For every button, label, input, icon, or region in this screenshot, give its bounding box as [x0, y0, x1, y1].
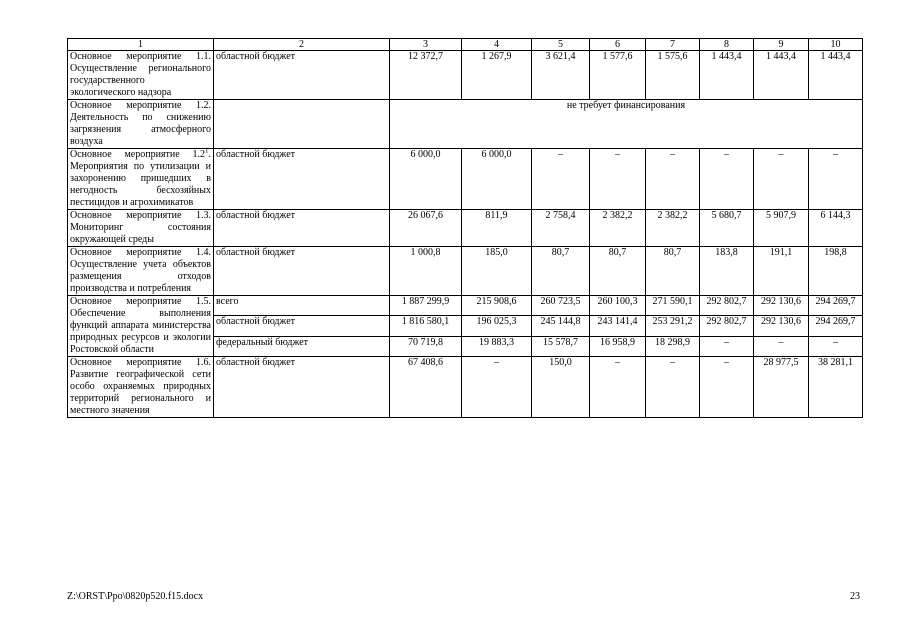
value-cell: 12 372,7 [390, 51, 462, 100]
value-cell: – [462, 357, 532, 418]
value-cell: 243 141,4 [590, 316, 646, 336]
value-cell: 19 883,3 [462, 336, 532, 356]
value-cell: 198,8 [809, 247, 863, 296]
value-cell: 6 000,0 [390, 149, 462, 210]
column-number-header: 3 [390, 39, 462, 51]
value-cell: 271 590,1 [646, 296, 700, 316]
column-number-header: 6 [590, 39, 646, 51]
value-cell: 80,7 [532, 247, 590, 296]
measure-name [68, 146, 214, 210]
table-row [68, 247, 863, 296]
column-number-header: 4 [462, 39, 532, 51]
funding-source: областной бюджет [214, 210, 390, 247]
value-cell: 196 025,3 [462, 316, 532, 336]
value-cell: 150,0 [532, 357, 590, 418]
value-cell: 1 575,6 [646, 51, 700, 100]
value-cell: 70 719,8 [390, 336, 462, 356]
footer-file-path: Z:\ORST\Ppo\0820p520.f15.docx [67, 591, 204, 602]
measure-name: Основное мероприятие 1.5. Обеспечение выполнения функций аппарата министерства природных ресурсов и экологии Ростовской области [68, 296, 214, 357]
value-cell: 2 382,2 [646, 210, 700, 247]
value-cell: 260 100,3 [590, 296, 646, 316]
funding-source: областной бюджет [214, 316, 390, 336]
value-cell: – [590, 149, 646, 210]
value-cell: 1 000,8 [390, 247, 462, 296]
funding-source: областной бюджет [214, 357, 390, 418]
funding-source: всего [214, 296, 390, 316]
value-cell: – [532, 149, 590, 210]
table-row [68, 296, 863, 316]
value-cell: – [700, 149, 754, 210]
column-number-header: 8 [700, 39, 754, 51]
value-cell: 3 621,4 [532, 51, 590, 100]
value-cell: 245 144,8 [532, 316, 590, 336]
funding-source: федеральный бюджет [214, 336, 390, 356]
value-cell: 80,7 [646, 247, 700, 296]
value-cell: 6 000,0 [462, 149, 532, 210]
value-cell: 5 907,9 [754, 210, 809, 247]
measure-name: Основное мероприятие 1.2. Деятельность по снижению загрязнения атмосферного воздуха [68, 100, 214, 149]
table-header-row [68, 39, 863, 51]
column-number-header: 5 [532, 39, 590, 51]
table-row [68, 357, 863, 418]
budget-table [67, 38, 863, 418]
measure-name-part: . Мероприятия по утилизации и захоронению пришедших в негодность бесхозяйных пестицидов и агрохимикатов [70, 149, 211, 208]
value-cell: 2 382,2 [590, 210, 646, 247]
value-cell: 18 298,9 [646, 336, 700, 356]
column-number-header: 1 [68, 39, 214, 51]
value-cell: 292 130,6 [754, 316, 809, 336]
page-number: 23 [850, 591, 860, 602]
column-number-header: 10 [809, 39, 863, 51]
value-cell: – [754, 336, 809, 356]
value-cell: 67 408,6 [390, 357, 462, 418]
value-cell: 292 130,6 [754, 296, 809, 316]
value-cell: 294 269,7 [809, 296, 863, 316]
value-cell: 1 577,6 [590, 51, 646, 100]
value-cell: 185,0 [462, 247, 532, 296]
value-cell: – [809, 336, 863, 356]
funding-source: областной бюджет [214, 51, 390, 100]
funding-source: областной бюджет [214, 247, 390, 296]
value-cell: 1 443,4 [809, 51, 863, 100]
value-cell: 215 908,6 [462, 296, 532, 316]
value-cell: 1 443,4 [700, 51, 754, 100]
column-number-header: 2 [214, 39, 390, 51]
value-cell: 183,8 [700, 247, 754, 296]
column-number-header: 9 [754, 39, 809, 51]
value-cell: 15 578,7 [532, 336, 590, 356]
value-cell: – [700, 357, 754, 418]
value-cell: 1 887 299,9 [390, 296, 462, 316]
value-cell: 26 067,6 [390, 210, 462, 247]
value-cell: 6 144,3 [809, 210, 863, 247]
measure-name-part: Основное мероприятие 1.2 [70, 149, 205, 160]
measure-name: Основное мероприятие 1.3. Мониторинг состояния окружающей среды [68, 210, 214, 247]
value-cell: 811,9 [462, 210, 532, 247]
funding-source-empty [214, 100, 390, 149]
value-cell: – [646, 357, 700, 418]
value-cell: – [700, 336, 754, 356]
value-cell: 1 267,9 [462, 51, 532, 100]
value-cell: 2 758,4 [532, 210, 590, 247]
value-cell: – [809, 149, 863, 210]
funding-source: областной бюджет [214, 149, 390, 210]
value-cell: 294 269,7 [809, 316, 863, 336]
value-cell: – [754, 149, 809, 210]
value-cell: 28 977,5 [754, 357, 809, 418]
value-cell: – [646, 149, 700, 210]
value-cell: 260 723,5 [532, 296, 590, 316]
value-cell: 191,1 [754, 247, 809, 296]
value-cell: 80,7 [590, 247, 646, 296]
value-cell: 1 816 580,1 [390, 316, 462, 336]
measure-name: Основное мероприятие 1.4. Осуществление учета объектов размещения отходов производства и потребления [68, 247, 214, 296]
column-number-header: 7 [646, 39, 700, 51]
value-cell: 5 680,7 [700, 210, 754, 247]
value-cell: 16 958,9 [590, 336, 646, 356]
table-row [68, 210, 863, 247]
measure-name-superscript: 1 [205, 146, 209, 155]
value-cell: 253 291,2 [646, 316, 700, 336]
measure-name: Основное мероприятие 1.1. Осуществление регионального государственного экологического надзора [68, 51, 214, 100]
value-cell: 38 281,1 [809, 357, 863, 418]
no-financing-note: не требует финансирования [390, 100, 863, 149]
value-cell: 292 802,7 [700, 316, 754, 336]
value-cell: 292 802,7 [700, 296, 754, 316]
table-row [68, 149, 863, 210]
table-row [68, 100, 863, 149]
value-cell: 1 443,4 [754, 51, 809, 100]
table-row [68, 51, 863, 100]
value-cell: – [590, 357, 646, 418]
measure-name: Основное мероприятие 1.6. Развитие географической сети особо охраняемых природных территорий регионального и местного значения [68, 357, 214, 418]
